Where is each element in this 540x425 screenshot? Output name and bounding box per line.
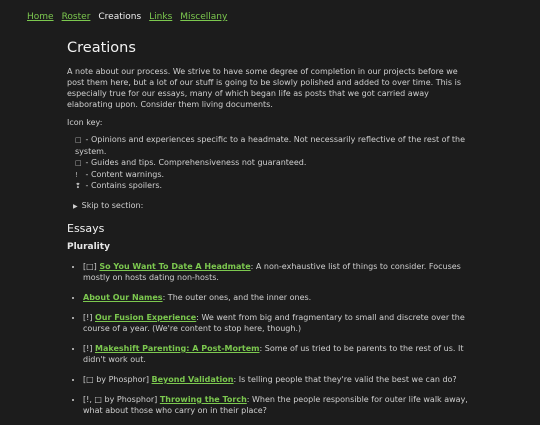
icon-key-item (75, 157, 471, 169)
essay-list (67, 261, 471, 416)
nav-link-home[interactable]: Home (27, 12, 54, 22)
icon-key-item (75, 169, 471, 181)
skip-to-section-toggle[interactable]: ▶ Skip to section: (73, 200, 471, 211)
nav-link-links[interactable]: Links (149, 12, 173, 22)
essay-description: : The outer ones, and the inner ones. (162, 292, 312, 302)
icon-key-item (75, 134, 471, 157)
essay-link[interactable]: About Our Names (83, 292, 163, 302)
icon-key-item (75, 180, 471, 192)
section-heading-essays: Essays (67, 222, 105, 236)
icon-key-text: - Content warnings. (83, 169, 165, 179)
essay-description: : We went from big and fragmentary to small and discrete over the course of a year. (We're content to stop here, though.) (83, 312, 465, 333)
nav-link-miscellany[interactable]: Miscellany (180, 12, 228, 22)
icon-key-text: - Guides and tips. Comprehensiveness not guaranteed. (83, 157, 307, 167)
main-content (67, 38, 471, 425)
opinion-icon: □ (75, 136, 82, 145)
essay-link[interactable]: Our Fusion Experience (95, 312, 197, 322)
guide-icon: □ (75, 158, 82, 167)
warning-icon: ! (75, 170, 78, 179)
essay-tags: [!] (83, 343, 95, 353)
essay-item (83, 312, 471, 334)
essay-link[interactable]: So You Want To Date A Headmate (99, 261, 251, 271)
icon-key-list (67, 134, 471, 192)
icon-key-label: Icon key: (67, 118, 103, 128)
essay-item (83, 292, 471, 303)
subsection-heading-plurality: Plurality (67, 242, 110, 253)
nav-link-creations-current: Creations (98, 12, 142, 22)
essay-tags: [□ by Phosphor] (83, 374, 152, 384)
essay-description: : When the people responsible for outer life walk away, what about those who carry on in their place? (83, 394, 468, 415)
top-nav (27, 11, 227, 23)
spoiler-icon: ❢ (75, 182, 81, 191)
essay-description: : Is telling people that they're valid the best we can do? (233, 374, 457, 384)
essay-description: : Some of us tried to be parents to the rest of us. It didn't work out. (83, 343, 464, 364)
skip-to-section[interactable] (73, 200, 471, 211)
essay-link[interactable]: Throwing the Torch (159, 394, 247, 404)
icon-key-text: - Contains spoilers. (83, 181, 163, 191)
essay-tags: [□] (83, 261, 100, 271)
essay-tags: [!, □ by Phosphor] (83, 394, 160, 404)
essay-item (83, 374, 471, 385)
essay-link[interactable]: Beyond Validation (151, 374, 234, 384)
essay-tags: [!] (83, 312, 95, 322)
essay-item (83, 343, 471, 365)
intro-paragraph: A note about our process. We strive to have some degree of completion in our projects before we post them here, but a lot of our stuff is going to be slowly polished and added to over time. This is especially true for our essays, many of which began life as posts that we got carried away elaborating upon. Consider them living documents. (67, 67, 462, 110)
nav-link-roster[interactable]: Roster (61, 12, 91, 22)
essay-item (83, 261, 471, 283)
page-title: Creations (67, 40, 136, 56)
icon-key-text: - Opinions and experiences specific to a headmate. Not necessarily reflective of the rest of the system. (75, 135, 466, 156)
essay-link[interactable]: Makeshift Parenting: A Post-Mortem (95, 343, 260, 353)
essay-description: : A non-exhaustive list of things to consider. Focuses mostly on hosts dating non-hosts. (83, 261, 461, 282)
